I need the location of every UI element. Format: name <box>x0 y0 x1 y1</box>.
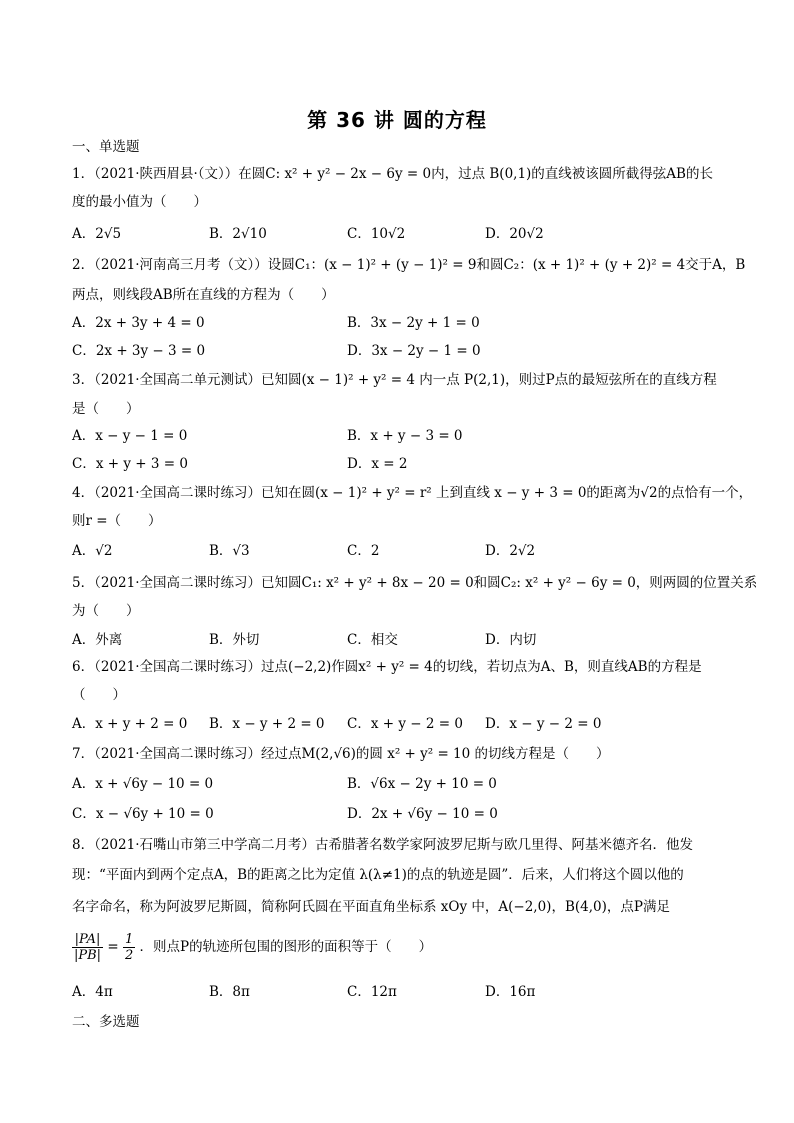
q6-option-c: C．x + y − 2 = 0 <box>347 716 463 732</box>
q4-option-d: D．2√2 <box>485 543 536 559</box>
q3-option-a: A．x − y − 1 = 0 <box>72 428 188 444</box>
q8-option-d: D．16π <box>485 984 536 1000</box>
question-3-line-1: 3．（2021·全国高二单元测试）已知圆(x − 1)² + y² = 4 内一点 P(2,1)，则过P点的最短弦所在的直线方程 <box>72 372 717 388</box>
question-8-line-3: 名字命名，称为阿波罗尼斯圆，简称阿氏圆在平面直角坐标系 xOy 中，A(−2,0)，B(4,0)，点P满足 <box>72 899 670 915</box>
q7-option-d: D．2x + √6y − 10 = 0 <box>347 806 498 822</box>
section-heading-multiple-choice: 二、多选题 <box>72 1014 140 1030</box>
question-5-line-2: 为（ ） <box>72 603 140 619</box>
fraction-denominator: 2 <box>124 948 134 963</box>
equals-sign: = <box>107 939 119 955</box>
q5-option-b: B．外切 <box>209 632 260 648</box>
q6-option-b: B．x − y + 2 = 0 <box>209 716 325 732</box>
question-2-line-1: 2．（2021·河南高三月考（文））设圆C₁：(x − 1)² + (y − 1)² = 9和圆C₂：(x + 1)² + (y + 2)² = 4交于A，B <box>72 257 746 273</box>
q3-option-b: B．x + y − 3 = 0 <box>347 428 463 444</box>
question-6-line-2: （ ） <box>72 687 126 703</box>
q1-option-c: C．10√2 <box>347 226 406 242</box>
q1-option-a: A．2√5 <box>72 226 122 242</box>
question-8-line-4 <box>72 932 432 963</box>
q8-option-a: A．4π <box>72 984 113 1000</box>
q7-option-b: B．√6x − 2y + 10 = 0 <box>347 776 497 792</box>
q2-option-c: C．2x + 3y − 3 = 0 <box>72 343 206 359</box>
question-8-line-4-text: ．则点P的轨迹所包围的图形的面积等于（ ） <box>139 939 433 955</box>
q7-option-c: C．x − √6y + 10 = 0 <box>72 806 214 822</box>
q2-option-b: B．3x − 2y + 1 = 0 <box>347 315 480 331</box>
question-6-line-1: 6．（2021·全国高二课时练习）过点(−2,2)作圆x² + y² = 4的切线，若切点为A、B，则直线AB的方程是 <box>72 659 702 675</box>
q2-option-a: A．2x + 3y + 4 = 0 <box>72 315 205 331</box>
question-2-line-2: 两点，则线段AB所在直线的方程为（ ） <box>72 287 335 303</box>
question-8-line-1: 8．（2021·石嘴山市第三中学高二月考）古希腊著名数学家阿波罗尼斯与欧几里得、阿基米德齐名．他发 <box>72 837 693 853</box>
section-heading-single-choice: 一、单选题 <box>72 139 140 155</box>
q2-option-d: D．3x − 2y − 1 = 0 <box>347 343 481 359</box>
ratio-fraction-one-half <box>123 932 135 963</box>
question-3-line-2: 是（ ） <box>72 401 140 417</box>
q4-option-c: C．2 <box>347 543 380 559</box>
question-1-line-2: 度的最小值为（ ） <box>72 194 207 210</box>
fraction-denominator: |PB| <box>74 948 102 963</box>
q3-option-c: C．x + y + 3 = 0 <box>72 456 188 472</box>
question-1-line-1: 1．（2021·陕西眉县·（文））在圆C: x² + y² − 2x − 6y = 0内，过点 B(0,1)的直线被该圆所截得弦AB的长 <box>72 166 713 182</box>
q6-option-d: D．x − y − 2 = 0 <box>485 716 602 732</box>
q8-option-c: C．12π <box>347 984 397 1000</box>
q6-option-a: A．x + y + 2 = 0 <box>72 716 188 732</box>
question-7-line-1: 7．（2021·全国高二课时练习）经过点M(2,√6)的圆 x² + y² = 10 的切线方程是（ ） <box>72 746 610 762</box>
q5-option-a: A．外离 <box>72 632 123 648</box>
q8-option-b: B．8π <box>209 984 250 1000</box>
fraction-numerator: |PA| <box>72 932 103 948</box>
q5-option-d: D．内切 <box>485 632 537 648</box>
q3-option-d: D．x = 2 <box>347 456 408 472</box>
q4-option-b: B．√3 <box>209 543 250 559</box>
page-title: 第 36 讲 圆的方程 <box>307 108 487 132</box>
question-4-line-2: 则r =（ ） <box>72 513 162 529</box>
ratio-fraction-pa-pb <box>72 932 103 963</box>
fraction-numerator: 1 <box>124 932 134 947</box>
question-8-line-2: 现：“平面内到两个定点A，B的距离之比为定值 λ(λ≠1)的点的轨迹是圆”．后来，人们将这个圆以他的 <box>72 867 684 883</box>
question-4-line-1: 4．（2021·全国高二课时练习）已知在圆(x − 1)² + y² = r² 上到直线 x − y + 3 = 0的距离为√2的点恰有一个， <box>72 485 753 501</box>
q1-option-b: B．2√10 <box>209 226 267 242</box>
q5-option-c: C．相交 <box>347 632 398 648</box>
q1-option-d: D．20√2 <box>485 226 544 242</box>
question-5-line-1: 5．（2021·全国高二课时练习）已知圆C₁: x² + y² + 8x − 20 = 0和圆C₂: x² + y² − 6y = 0，则两圆的位置关系 <box>72 575 758 591</box>
q4-option-a: A．√2 <box>72 543 113 559</box>
q7-option-a: A．x + √6y − 10 = 0 <box>72 776 214 792</box>
